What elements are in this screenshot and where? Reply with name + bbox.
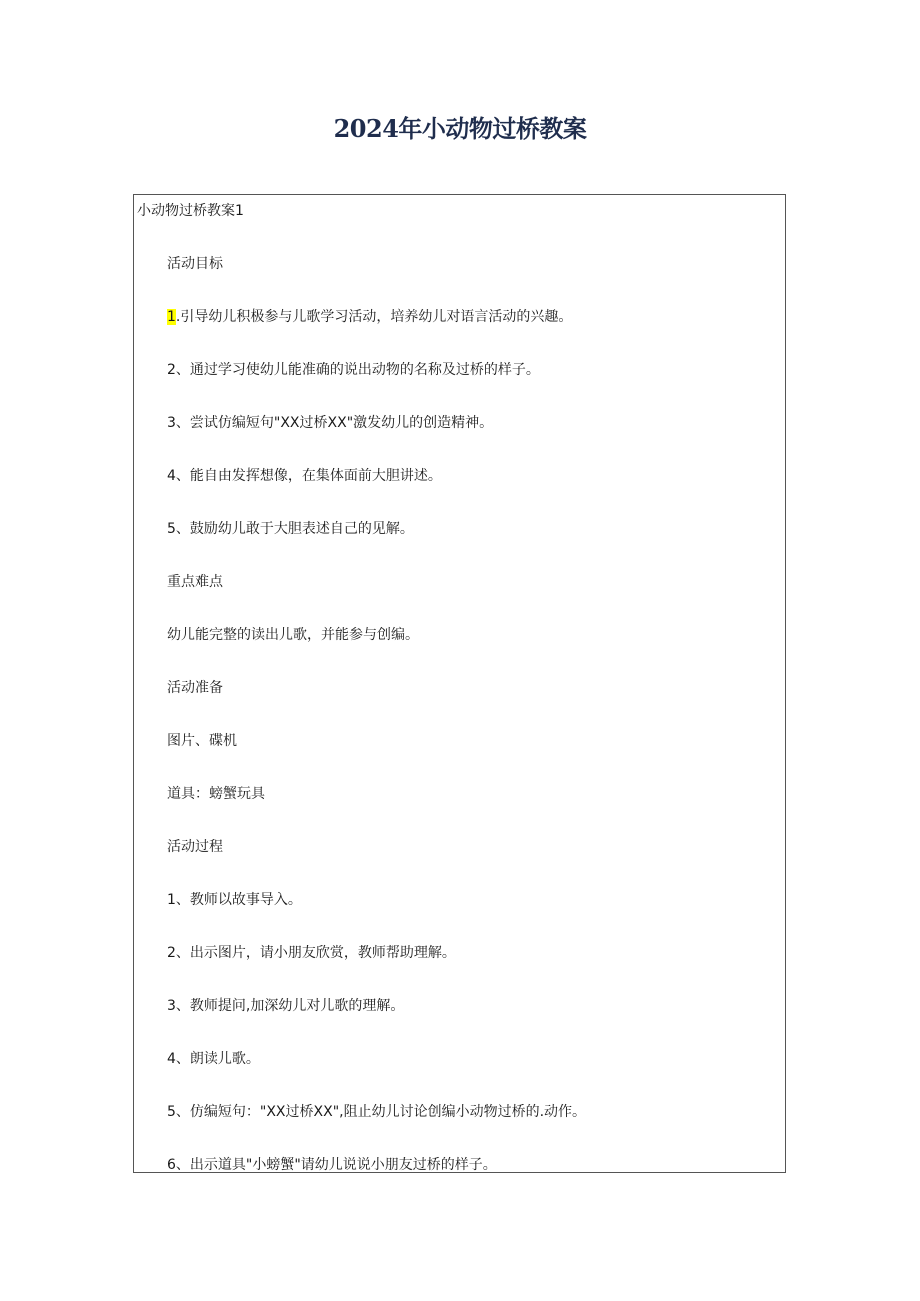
process-step-4: 4、朗读儿歌。 (167, 1051, 260, 1067)
process-step-3: 3、教师提问,加深幼儿对儿歌的理解。 (167, 998, 405, 1014)
preparation-heading: 活动准备 (167, 680, 223, 696)
process-step-5: 5、仿编短句："XX过桥XX",阻止幼儿讨论创编小动物过桥的.动作。 (167, 1104, 587, 1120)
key-points-text: 幼儿能完整的读出儿歌，并能参与创编。 (167, 627, 419, 643)
process-step-6: 6、出示道具"小螃蟹"请幼儿说说小朋友过桥的样子。 (167, 1157, 497, 1173)
preparation-item-2: 道具：螃蟹玩具 (167, 786, 265, 802)
process-heading: 活动过程 (167, 839, 223, 855)
key-points-heading: 重点难点 (167, 574, 223, 590)
objective-item-3: 3、尝试仿编短句"XX过桥XX"激发幼儿的创造精神。 (167, 415, 494, 431)
objective-text: .引导幼儿积极参与儿歌学习活动，培养幼儿对语言活动的兴趣。 (175, 309, 573, 325)
process-step-1: 1、教师以故事导入。 (167, 892, 302, 908)
content-box (133, 194, 786, 1173)
objective-item-1 (167, 307, 572, 327)
process-step-2: 2、出示图片，请小朋友欣赏，教师帮助理解。 (167, 945, 456, 961)
section-heading: 小动物过桥教案1 (137, 203, 244, 219)
objective-item-5: 5、鼓励幼儿敢于大胆表述自己的见解。 (167, 521, 414, 537)
objective-item-2: 2、通过学习使幼儿能准确的说出动物的名称及过桥的样子。 (167, 362, 540, 378)
objectives-heading: 活动目标 (167, 256, 223, 272)
objective-item-4: 4、能自由发挥想像，在集体面前大胆讲述。 (167, 468, 442, 484)
preparation-item-1: 图片、碟机 (167, 733, 237, 749)
document-title: 2024年小动物过桥教案 (333, 114, 587, 143)
highlighted-number: 1 (167, 309, 176, 325)
